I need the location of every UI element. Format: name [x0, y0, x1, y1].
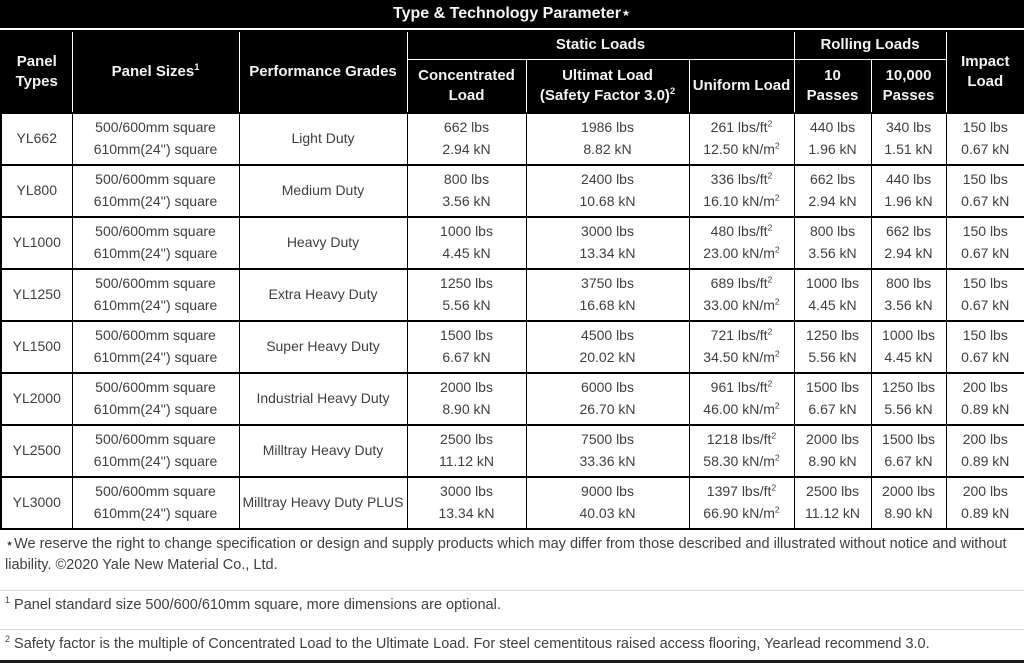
table-row	[1, 373, 1024, 425]
concentrated-load-cell: 3000 lbs 13.34 kN	[407, 477, 526, 529]
uniform-load-cell: 1397 lbs/$ft^2$ 66.90 $kN/m^2$	[689, 477, 794, 529]
footnotes-section	[0, 530, 1024, 663]
panel-size-cell: 500/600mm square 610mm(24'') square	[72, 165, 239, 217]
uniform-load-cell: 721 lbs/$ft^2$ 34.50 $kN/m^2$	[689, 321, 794, 373]
panel-size-cell: 500/600mm square 610mm(24'') square	[72, 269, 239, 321]
impact-load-cell: 150 lbs 0.67 kN	[946, 269, 1024, 321]
ultimat-load-cell: 3750 lbs 16.68 kN	[526, 269, 689, 321]
panel-type-cell: YL1000	[1, 217, 72, 269]
rolling-10000-passes-cell: 800 lbs 3.56 kN	[871, 269, 946, 321]
footnote-panel-size: $^1$ Panel standard size 500/600/610mm square, more dimensions are optional.	[0, 590, 1024, 621]
header-band-row	[1, 31, 1024, 59]
panel-type-cell: YL1250	[1, 269, 72, 321]
concentrated-load-cell: 800 lbs 3.56 kN	[407, 165, 526, 217]
ultimat-load-cell: 9000 lbs 40.03 kN	[526, 477, 689, 529]
rolling-10000-passes-cell: 662 lbs 2.94 kN	[871, 217, 946, 269]
panel-size-cell: 500/600mm square 610mm(24'') square	[72, 373, 239, 425]
rolling-10000-passes-cell: 1250 lbs 5.56 kN	[871, 373, 946, 425]
rolling-10000-passes-cell: 2000 lbs 8.90 kN	[871, 477, 946, 529]
performance-grade-cell: Milltray Heavy Duty	[239, 425, 407, 477]
concentrated-load-cell: 1250 lbs 5.56 kN	[407, 269, 526, 321]
ultimat-load-cell: 7500 lbs 33.36 kN	[526, 425, 689, 477]
uniform-load-cell: 1218 lbs/$ft^2$ 58.30 $kN/m^2$	[689, 425, 794, 477]
col-header-concentrated-load: Concentrated Load	[407, 59, 526, 113]
rolling-10-passes-cell: 2500 lbs 11.12 kN	[794, 477, 871, 529]
rolling-10000-passes-cell: 440 lbs 1.96 kN	[871, 165, 946, 217]
panel-type-cell: YL2500	[1, 425, 72, 477]
parameters-table	[0, 30, 1024, 530]
uniform-load-cell: 480 lbs/$ft^2$ 23.00 $kN/m^2$	[689, 217, 794, 269]
concentrated-load-cell: 1000 lbs 4.45 kN	[407, 217, 526, 269]
performance-grade-cell: Extra Heavy Duty	[239, 269, 407, 321]
rolling-10-passes-cell: 2000 lbs 8.90 kN	[794, 425, 871, 477]
table-row	[1, 269, 1024, 321]
rolling-10-passes-cell: 1250 lbs 5.56 kN	[794, 321, 871, 373]
ultimat-load-cell: 4500 lbs 20.02 kN	[526, 321, 689, 373]
performance-grade-cell: Super Heavy Duty	[239, 321, 407, 373]
uniform-load-cell: 961 lbs/$ft^2$ 46.00 $kN/m^2$	[689, 373, 794, 425]
panel-size-cell: 500/600mm square 610mm(24'') square	[72, 217, 239, 269]
panel-type-cell: YL1500	[1, 321, 72, 373]
panel-type-cell: YL3000	[1, 477, 72, 529]
col-header-panel-types: Panel Types	[1, 31, 72, 113]
page-title: Type & Technology Parameter⋆	[0, 0, 1024, 30]
concentrated-load-cell: 2500 lbs 11.12 kN	[407, 425, 526, 477]
uniform-load-cell: 261 lbs/$ft^2$ 12.50 $kN/m^2$	[689, 113, 794, 165]
ultimat-load-cell: 1986 lbs 8.82 kN	[526, 113, 689, 165]
performance-grade-cell: Medium Duty	[239, 165, 407, 217]
panel-size-cell: 500/600mm square 610mm(24'') square	[72, 321, 239, 373]
panel-type-cell: YL800	[1, 165, 72, 217]
table-row	[1, 425, 1024, 477]
performance-grade-cell: Industrial Heavy Duty	[239, 373, 407, 425]
impact-load-cell: 150 lbs 0.67 kN	[946, 217, 1024, 269]
col-header-ultimat-load	[526, 59, 689, 113]
impact-load-cell: 200 lbs 0.89 kN	[946, 477, 1024, 529]
rolling-10-passes-cell: 662 lbs 2.94 kN	[794, 165, 871, 217]
table-row	[1, 165, 1024, 217]
col-header-uniform-load: Uniform Load	[689, 59, 794, 113]
concentrated-load-cell: 662 lbs 2.94 kN	[407, 113, 526, 165]
col-header-panel-sizes: Panel Sizes$^1$	[72, 31, 239, 113]
rolling-10-passes-cell: 440 lbs 1.96 kN	[794, 113, 871, 165]
table-header	[1, 31, 1024, 113]
col-header-performance-grades: Performance Grades	[239, 31, 407, 113]
table-row	[1, 321, 1024, 373]
ultimat-load-cell: 6000 lbs 26.70 kN	[526, 373, 689, 425]
performance-grade-cell: Heavy Duty	[239, 217, 407, 269]
ultimat-load-cell: 2400 lbs 10.68 kN	[526, 165, 689, 217]
performance-grade-cell: Light Duty	[239, 113, 407, 165]
col-header-impact-load: Impact Load	[946, 31, 1024, 113]
rolling-10000-passes-cell: 1500 lbs 6.67 kN	[871, 425, 946, 477]
impact-load-cell: 200 lbs 0.89 kN	[946, 373, 1024, 425]
panel-size-cell: 500/600mm square 610mm(24'') square	[72, 113, 239, 165]
footnote-safety-factor: $^2$ Safety factor is the multiple of Concentrated Load to the Ultimate Load. For steel cementitous raised access flooring, Yearlead recommend 3.0.	[0, 629, 1024, 660]
ultimat-load-cell: 3000 lbs 13.34 kN	[526, 217, 689, 269]
table-body	[1, 113, 1024, 529]
impact-load-cell: 150 lbs 0.67 kN	[946, 165, 1024, 217]
concentrated-load-cell: 2000 lbs 8.90 kN	[407, 373, 526, 425]
concentrated-load-cell: 1500 lbs 6.67 kN	[407, 321, 526, 373]
table-row	[1, 113, 1024, 165]
uniform-load-cell: 689 lbs/$ft^2$ 33.00 $kN/m^2$	[689, 269, 794, 321]
performance-grade-cell: Milltray Heavy Duty PLUS	[239, 477, 407, 529]
rolling-10-passes-cell: 800 lbs 3.56 kN	[794, 217, 871, 269]
col-header-10000-passes: 10,000 Passes	[871, 59, 946, 113]
rolling-10000-passes-cell: 340 lbs 1.51 kN	[871, 113, 946, 165]
ultimat-load-label: Ultimat Load	[562, 66, 653, 84]
panel-type-cell: YL2000	[1, 373, 72, 425]
panel-type-cell: YL662	[1, 113, 72, 165]
col-header-10-passes: 10 Passes	[794, 59, 871, 113]
col-group-static-loads: Static Loads	[407, 31, 794, 59]
col-group-rolling-loads: Rolling Loads	[794, 31, 946, 59]
panel-size-cell: 500/600mm square 610mm(24'') square	[72, 425, 239, 477]
rolling-10000-passes-cell: 1000 lbs 4.45 kN	[871, 321, 946, 373]
table-row	[1, 217, 1024, 269]
impact-load-cell: 150 lbs 0.67 kN	[946, 321, 1024, 373]
table-row	[1, 477, 1024, 529]
ultimat-load-safety-factor-label: (Safety Factor 3.0)$^2$	[539, 85, 676, 104]
footnote-disclaimer: ⋆We reserve the right to change specification or design and supply products which may differ from those described and illustrated without notice and without liability. ©2020 Yale New Material Co., Ltd.	[5, 536, 1007, 573]
impact-load-cell: 150 lbs 0.67 kN	[946, 113, 1024, 165]
impact-load-cell: 200 lbs 0.89 kN	[946, 425, 1024, 477]
uniform-load-cell: 336 lbs/$ft^2$ 16.10 $kN/m^2$	[689, 165, 794, 217]
panel-size-cell: 500/600mm square 610mm(24'') square	[72, 477, 239, 529]
rolling-10-passes-cell: 1500 lbs 6.67 kN	[794, 373, 871, 425]
rolling-10-passes-cell: 1000 lbs 4.45 kN	[794, 269, 871, 321]
